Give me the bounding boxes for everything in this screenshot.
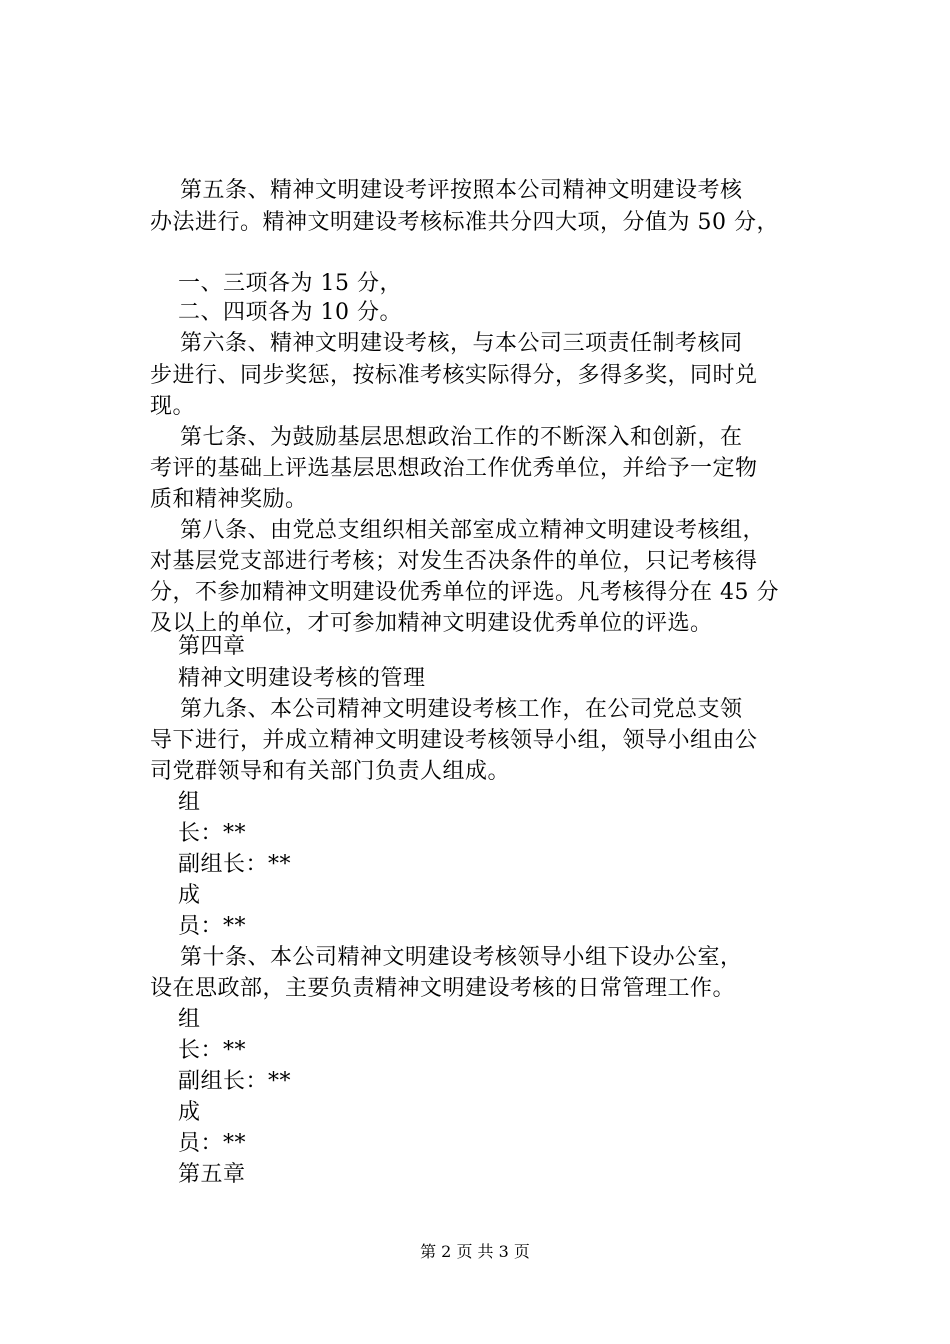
text-line: 现。 — [150, 394, 196, 419]
text-line: 步进行、同步奖惩，按标准考核实际得分，多得多奖，同时兑 — [150, 363, 758, 388]
text-line: 第九条、本公司精神文明建设考核工作，在公司党总支领 — [180, 697, 743, 722]
text-line: 对基层党支部进行考核；对发生否决条件的单位，只记考核得 — [150, 549, 758, 574]
text-line: 质和精神奖励。 — [150, 487, 308, 512]
text-line: 副组长：** — [178, 852, 292, 877]
text-line: 考评的基础上评选基层思想政治工作优秀单位，并给予一定物 — [150, 456, 758, 481]
chapter-title: 精神文明建设考核的管理 — [178, 666, 426, 691]
text-line: 长：** — [178, 1038, 247, 1063]
text-line: 副组长：** — [178, 1069, 292, 1094]
text-line: 分，不参加精神文明建设优秀单位的评选。凡考核得分在 45 分 — [150, 580, 779, 605]
text-line: 员：** — [178, 1131, 247, 1156]
text-line: 导下进行，并成立精神文明建设考核领导小组，领导小组由公 — [150, 728, 758, 753]
page-number-footer: 第 2 页 共 3 页 — [420, 1242, 530, 1261]
text-line: 第七条、为鼓励基层思想政治工作的不断深入和创新，在 — [180, 425, 743, 450]
text-line: 第五条、精神文明建设考评按照本公司精神文明建设考核 — [180, 178, 743, 203]
text-line: 第八条、由党总支组织相关部室成立精神文明建设考核组， — [180, 518, 766, 543]
text-line: 设在思政部，主要负责精神文明建设考核的日常管理工作。 — [150, 976, 736, 1001]
text-line: 一、三项各为 15 分， — [178, 271, 402, 296]
text-line: 组 — [178, 1007, 201, 1032]
text-line: 组 — [178, 790, 201, 815]
text-line: 成 — [178, 1100, 201, 1125]
text-line: 员：** — [178, 914, 247, 939]
chapter-heading: 第四章 — [178, 634, 246, 659]
text-line: 及以上的单位，才可参加精神文明建设优秀单位的评选。 — [150, 611, 713, 636]
text-line: 司党群领导和有关部门负责人组成。 — [150, 759, 511, 784]
text-line: 第六条、精神文明建设考核，与本公司三项责任制考核同 — [180, 331, 743, 356]
text-line: 第十条、本公司精神文明建设考核领导小组下设办公室， — [180, 945, 743, 970]
text-line: 成 — [178, 883, 201, 908]
text-line: 办法进行。精神文明建设考核标准共分四大项，分值为 50 分， — [150, 210, 779, 235]
text-line: 长：** — [178, 821, 247, 846]
text-line: 二、四项各为 10 分。 — [178, 300, 402, 325]
chapter-heading: 第五章 — [178, 1162, 246, 1187]
